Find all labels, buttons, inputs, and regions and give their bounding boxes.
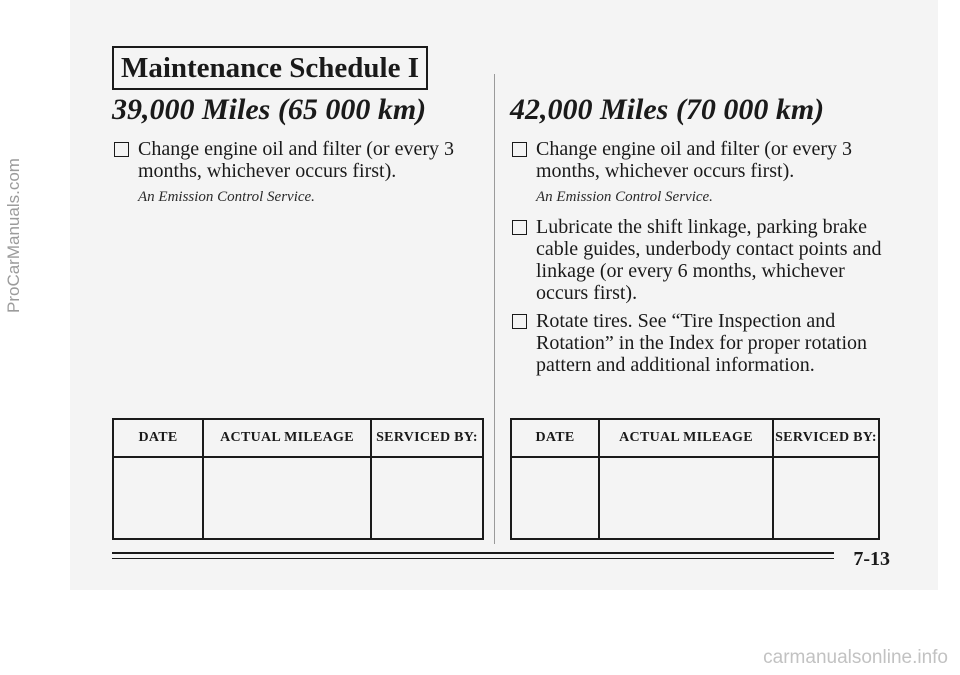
service-item-text: Change engine oil and filter (or every 3 months, whichever occurs first).: [536, 138, 852, 182]
checkbox-icon[interactable]: [114, 142, 129, 157]
footer-rule-thick: [112, 552, 834, 554]
footer-rule-thin: [112, 558, 834, 559]
right-service-item-oil: [510, 138, 882, 182]
side-watermark: ProCarManuals.com: [4, 158, 23, 314]
right-mileage-heading: 42,000 Miles (70 000 km): [510, 93, 825, 126]
checkbox-icon[interactable]: [512, 314, 527, 329]
service-item-text: Change engine oil and filter (or every 3 months, whichever occurs first).: [138, 138, 454, 182]
actual-mileage-cell[interactable]: [203, 457, 371, 539]
date-header: DATE: [511, 419, 599, 457]
actual-mileage-cell[interactable]: [599, 457, 773, 539]
date-cell[interactable]: [113, 457, 203, 539]
service-item-text: Rotate tires. See “Tire Inspection and Rotation” in the Index for proper rotation pattern and additional information.: [536, 310, 868, 376]
right-service-item-lubricate: [510, 216, 882, 304]
service-item-note: An Emission Control Service.: [138, 189, 315, 205]
serviced-by-header: SERVICED BY:: [773, 419, 879, 457]
service-item-note: An Emission Control Service.: [536, 189, 713, 205]
left-mileage-heading: 39,000 Miles (65 000 km): [112, 93, 427, 126]
right-service-item-rotate: [510, 310, 882, 376]
serviced-by-cell[interactable]: [371, 457, 483, 539]
left-service-log-table: [112, 418, 484, 540]
left-service-item: [112, 138, 484, 182]
actual-mileage-header: ACTUAL MILEAGE: [203, 419, 371, 457]
bottom-watermark: carmanualsonline.info: [763, 647, 948, 668]
page-number: 7-13: [853, 548, 890, 570]
right-column: [510, 92, 882, 382]
serviced-by-header: SERVICED BY:: [371, 419, 483, 457]
date-header: DATE: [113, 419, 203, 457]
schedule-banner: Maintenance Schedule I: [112, 46, 428, 90]
serviced-by-cell[interactable]: [773, 457, 879, 539]
checkbox-icon[interactable]: [512, 220, 527, 235]
date-cell[interactable]: [511, 457, 599, 539]
checkbox-icon[interactable]: [512, 142, 527, 157]
actual-mileage-header: ACTUAL MILEAGE: [599, 419, 773, 457]
column-divider: [494, 74, 495, 544]
right-service-log-table: [510, 418, 880, 540]
service-item-text: Lubricate the shift linkage, parking brake cable guides, underbody contact points and linkage (or every 6 months, whichever occurs first).: [536, 216, 882, 304]
left-column: [112, 92, 484, 216]
